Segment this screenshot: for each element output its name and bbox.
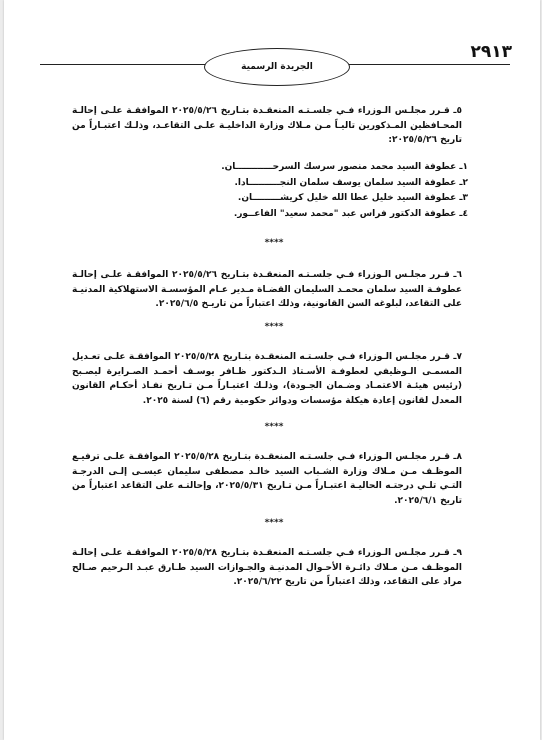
separator: **** (264, 238, 284, 248)
list-item: ٢ـ عطوفة السيد سلمان يوسف سلمان النجــــــــــادا. (234, 177, 468, 188)
list-item: ١ـ عطوفة السيد محمد منصور سرسك السرحــــــــــــان. (221, 162, 468, 172)
decision-9: ٩ـ قـرر مجلـس الـوزراء فـي جلسـتـه المنعقـدة بتـاريخ ٢٠٢٥/٥/٢٨ الموافقـة علـى إحالـة الموظـف مـن مـلاك دائـرة الأحـوال المدنيـة والجـوازات السيد طـارق عبـد الـرحيم صـالح مراد على التقاعد، وذلك اعتباراً من تاريخ ٢٠٢٥/٦/٢٢. (72, 548, 462, 588)
gazette-page (4, 0, 540, 740)
separator: **** (264, 422, 284, 432)
list-item: ٤ـ عطوفة الدكتور فراس عبد "محمد سعيد" الفاعــور. (233, 208, 468, 219)
decision-7: ٧ـ قـرر مجلـس الـوزراء فـي جلسـتـه المنعقـدة بتـاريخ ٢٠٢٥/٥/٢٨ الموافقـة علـى تعـديل المسمـى الـوظيفي لعطوفـة الأسـتاذ الـدكتور ظـافر يوسـف أحمـد الصـرايرة ليصـبح (رئيس هيئـة الاعتمـاد وضـمان الجـودة)، وذلـك اعتبـاراً مـن تـاريخ نفـاذ أحكـام القانون المعدل لقانون إعادة هيكلة مؤسسات ودوائر حكومية رقم (٦) لسنة ٢٠٢٥. (72, 352, 462, 406)
decision-5: ٥ـ قـرر مجلـس الـوزراء فـي جلسـتـه المنعقـدة بتـاريخ ٢٠٢٥/٥/٢٦ الموافقـة علـى إحالـة المحـافظين المـذكورين تاليـاً مـن مـلاك وزارة الداخليـة علـى التقاعـد، وذلـك اعتبـاراً من تاريخ ٢٠٢٥/٥/٢٦: (72, 106, 462, 146)
page-number: ٢٩١٣ (470, 42, 512, 62)
decision-5-list (124, 160, 468, 222)
gazette-title-oval (204, 48, 350, 86)
decision-8: ٨ـ قـرر مجلـس الـوزراء فـي جلسـتـه المنعقـدة بتـاريخ ٢٠٢٥/٥/٢٨ الموافقـة علـى ترفيـع الموظـف مـن مـلاك وزارة الشـباب السيد خالـد مصطفى سليمان عيسـى إلـى الدرجـة التـي تلـي درجتـه الحاليـة اعتبـاراً مـن تـاريخ ٢٠٢٥/٥/٣١، وإحالتـه على التقاعد اعتباراً من تاريخ ٢٠٢٥/٦/١. (72, 452, 462, 506)
gazette-title: الجريدة الرسمية (241, 62, 313, 72)
list-item: ٣ـ عطوفة السيد خليل عطا الله خليل كريشـــــــــان. (237, 193, 468, 203)
separator: **** (264, 322, 284, 332)
decision-6: ٦ـ قـرر مجلـس الـوزراء فـي جلسـتـه المنعقـدة بتـاريخ ٢٠٢٥/٥/٢٦ الموافقـة علـى إحالـة عطوفـة السيد سلمان محمـد السليمان القضـاة مـدير عـام المؤسسـة الاستهلاكية المدنيـة على التقاعد، لبلوغه السن القانونية، وذلك اعتباراً من تاريـخ ٢٠٢٥/٦/٥. (72, 270, 462, 310)
separator: **** (264, 518, 284, 528)
